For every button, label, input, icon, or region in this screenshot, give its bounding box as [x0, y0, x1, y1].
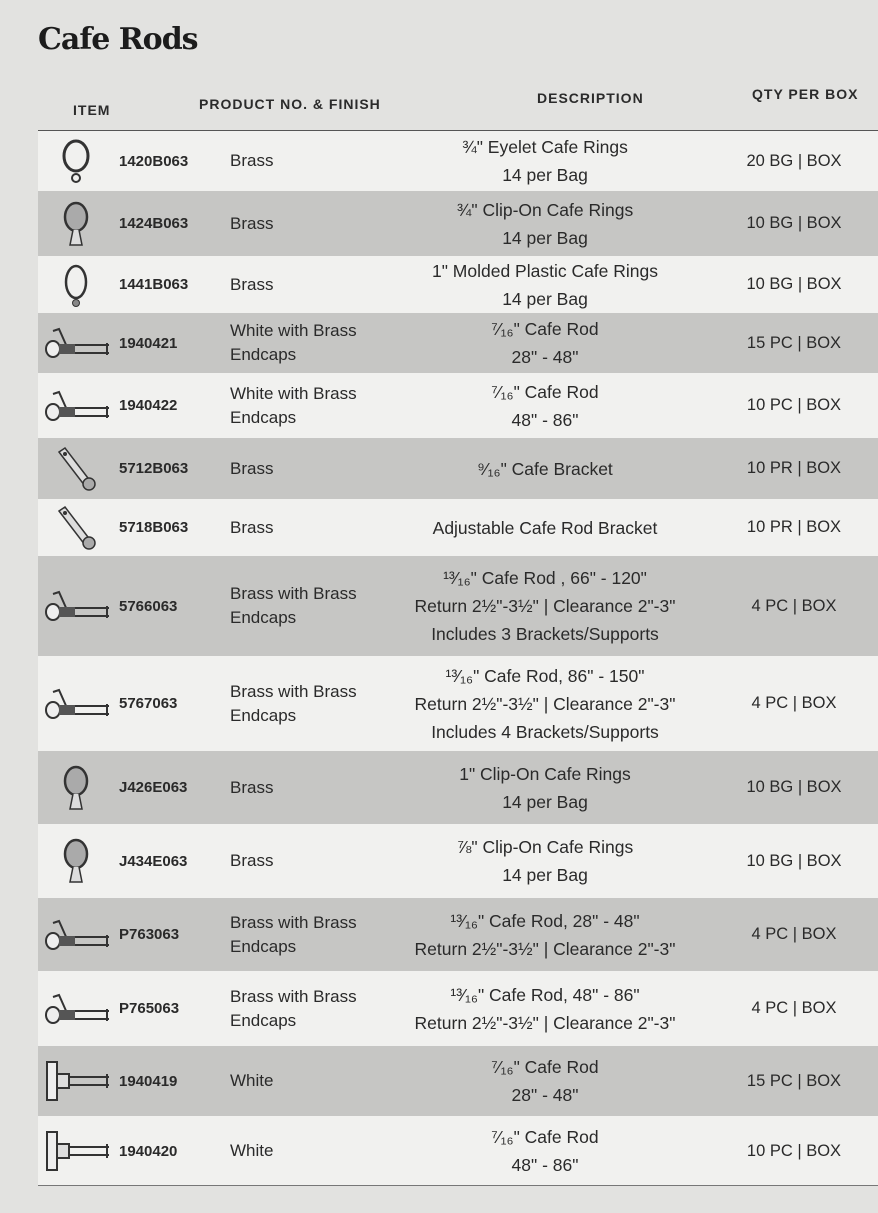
- description-line: ⅞" Clip-On Cafe Rings: [456, 837, 634, 857]
- cafe-rod-icon: [38, 323, 113, 363]
- qty-per-box: 4 PC | BOX: [751, 694, 837, 712]
- qty-per-box: 15 PC | BOX: [746, 1071, 842, 1090]
- finish: White: [230, 1141, 274, 1160]
- description-line: ¾" Clip-On Cafe Rings: [456, 199, 634, 220]
- product-number: 5767063: [119, 695, 178, 712]
- table-row: [38, 1046, 878, 1116]
- finish: Brass: [230, 517, 274, 537]
- description: [380, 662, 710, 746]
- description-line: 28" - 48": [511, 347, 579, 367]
- qty-per-box: 10 BG | BOX: [746, 851, 842, 870]
- product-number: J426E063: [119, 779, 188, 796]
- finish: White with Brass Endcaps: [230, 321, 357, 364]
- clip-ring-icon: [38, 836, 113, 886]
- product-number: 1940421: [119, 334, 178, 352]
- product-number: 5718B063: [119, 519, 189, 536]
- description-line: ⁹⁄₁₆" Cafe Bracket: [477, 458, 613, 479]
- clip-ring-icon: [38, 763, 113, 813]
- cafe-rod-icon: [38, 989, 113, 1029]
- cafe-rod-icon: [38, 586, 113, 626]
- header-qty: QTY PER BOX: [752, 86, 859, 102]
- description: [380, 514, 710, 542]
- description-line: 14 per Bag: [502, 865, 588, 885]
- bottom-rule: [38, 1185, 878, 1186]
- clip-ring-icon: [38, 199, 113, 249]
- product-number: P765063: [119, 1000, 180, 1017]
- table-row: [38, 824, 878, 898]
- description: [380, 1053, 710, 1109]
- white-rod-icon: [38, 1126, 113, 1176]
- description-line: 14 per Bag: [502, 791, 588, 812]
- cafe-rod-icon: [38, 386, 113, 426]
- description: [380, 455, 710, 483]
- finish: Brass: [230, 458, 274, 478]
- description-line: Return 2½"-3½" | Clearance 2"-3": [414, 938, 676, 959]
- description: [380, 833, 710, 889]
- header-description: DESCRIPTION: [537, 90, 644, 106]
- cafe-rod-icon: [38, 684, 113, 724]
- product-number: J434E063: [119, 852, 188, 870]
- description-line: 28" - 48": [511, 1085, 579, 1105]
- description-line: Includes 3 Brackets/Supports: [431, 624, 659, 644]
- qty-per-box: 20 BG | BOX: [746, 151, 842, 170]
- description-line: 48" - 86": [511, 409, 579, 430]
- qty-per-box: 10 PC | BOX: [746, 1141, 842, 1160]
- qty-per-box: 10 BG | BOX: [746, 275, 842, 293]
- table-row: [38, 751, 878, 824]
- finish: Brass with Brass Endcaps: [230, 912, 357, 956]
- finish: Brass: [230, 851, 274, 870]
- description: [380, 981, 710, 1037]
- description-line: ¹³⁄₁₆" Cafe Rod , 66" - 120": [443, 568, 647, 588]
- table-row: [38, 898, 878, 971]
- table-row: [38, 313, 878, 373]
- description-line: ⁷⁄₁₆" Cafe Rod: [491, 1057, 599, 1077]
- qty-per-box: 15 PC | BOX: [746, 333, 842, 352]
- table-row: [38, 191, 878, 256]
- description-line: 1" Clip-On Cafe Rings: [459, 763, 631, 784]
- finish: Brass: [230, 151, 274, 170]
- page-title: Cafe Rods: [38, 22, 198, 57]
- product-number: 5712B063: [119, 460, 189, 477]
- table-row: [38, 131, 878, 191]
- description-line: Return 2½"-3½" | Clearance 2"-3": [414, 1012, 676, 1033]
- product-number: 1441B063: [119, 276, 189, 293]
- description-line: ⁷⁄₁₆" Cafe Rod: [491, 381, 599, 402]
- description: [380, 315, 710, 371]
- description: [380, 133, 710, 189]
- product-number: 1420B063: [119, 152, 189, 170]
- description-line: 1" Molded Plastic Cafe Rings: [431, 260, 659, 281]
- description-line: 14 per Bag: [502, 227, 588, 248]
- bracket-icon: [38, 503, 113, 553]
- table-row: [38, 373, 878, 438]
- qty-per-box: 10 PR | BOX: [746, 518, 842, 536]
- qty-per-box: 10 PC | BOX: [746, 396, 842, 414]
- table-row: [38, 438, 878, 499]
- finish: White: [230, 1071, 274, 1090]
- description-line: ¹³⁄₁₆" Cafe Rod, 28" - 48": [450, 910, 640, 931]
- product-table: [38, 130, 878, 1186]
- description-line: ⁷⁄₁₆" Cafe Rod: [491, 319, 599, 339]
- plastic-ring-icon: [38, 260, 113, 310]
- description: [380, 257, 710, 313]
- description-line: 14 per Bag: [502, 165, 588, 185]
- finish: Brass: [230, 274, 274, 294]
- description-line: ⁷⁄₁₆" Cafe Rod: [491, 1127, 599, 1147]
- description-line: ¾" Eyelet Cafe Rings: [462, 137, 628, 157]
- finish: Brass with Brass Endcaps: [230, 681, 357, 725]
- description-line: Return 2½"-3½" | Clearance 2"-3": [414, 693, 676, 714]
- bracket-icon: [38, 444, 113, 494]
- qty-per-box: 4 PC | BOX: [751, 925, 837, 943]
- table-row: [38, 499, 878, 556]
- description-line: Return 2½"-3½" | Clearance 2"-3": [414, 596, 676, 616]
- table-row: [38, 656, 878, 751]
- cafe-rod-icon: [38, 915, 113, 955]
- table-row: [38, 1116, 878, 1186]
- qty-per-box: 10 BG | BOX: [746, 214, 842, 232]
- finish: Brass with Brass Endcaps: [230, 986, 357, 1030]
- table-row: [38, 256, 878, 313]
- finish: White with Brass Endcaps: [230, 383, 357, 427]
- description: [380, 907, 710, 963]
- finish: Brass: [230, 213, 274, 233]
- finish: Brass: [230, 777, 274, 797]
- description: [380, 760, 710, 816]
- description: [380, 1123, 710, 1179]
- description-line: ¹³⁄₁₆" Cafe Rod, 48" - 86": [450, 984, 640, 1005]
- description-line: 14 per Bag: [502, 288, 588, 309]
- description-line: Adjustable Cafe Rod Bracket: [432, 517, 658, 538]
- white-rod-icon: [38, 1056, 113, 1106]
- product-number: 1424B063: [119, 215, 189, 232]
- header-product: PRODUCT NO. & FINISH: [199, 96, 381, 112]
- qty-per-box: 4 PC | BOX: [751, 596, 837, 615]
- product-number: P763063: [119, 926, 180, 943]
- description: [380, 564, 710, 648]
- finish: Brass with Brass Endcaps: [230, 584, 357, 627]
- table-row: [38, 971, 878, 1046]
- description-line: 48" - 86": [511, 1155, 579, 1175]
- product-number: 5766063: [119, 597, 178, 615]
- product-number: 1940422: [119, 397, 178, 414]
- table-row: [38, 556, 878, 656]
- description-line: Includes 4 Brackets/Supports: [431, 721, 659, 742]
- product-number: 1940420: [119, 1142, 178, 1160]
- qty-per-box: 10 BG | BOX: [746, 778, 842, 796]
- qty-per-box: 4 PC | BOX: [751, 999, 837, 1017]
- description: [380, 196, 710, 252]
- description-line: ¹³⁄₁₆" Cafe Rod, 86" - 150": [445, 665, 645, 686]
- qty-per-box: 10 PR | BOX: [746, 459, 842, 477]
- product-number: 1940419: [119, 1072, 178, 1090]
- eyelet-ring-icon: [38, 136, 113, 186]
- header-item: ITEM: [73, 102, 111, 118]
- description: [380, 378, 710, 434]
